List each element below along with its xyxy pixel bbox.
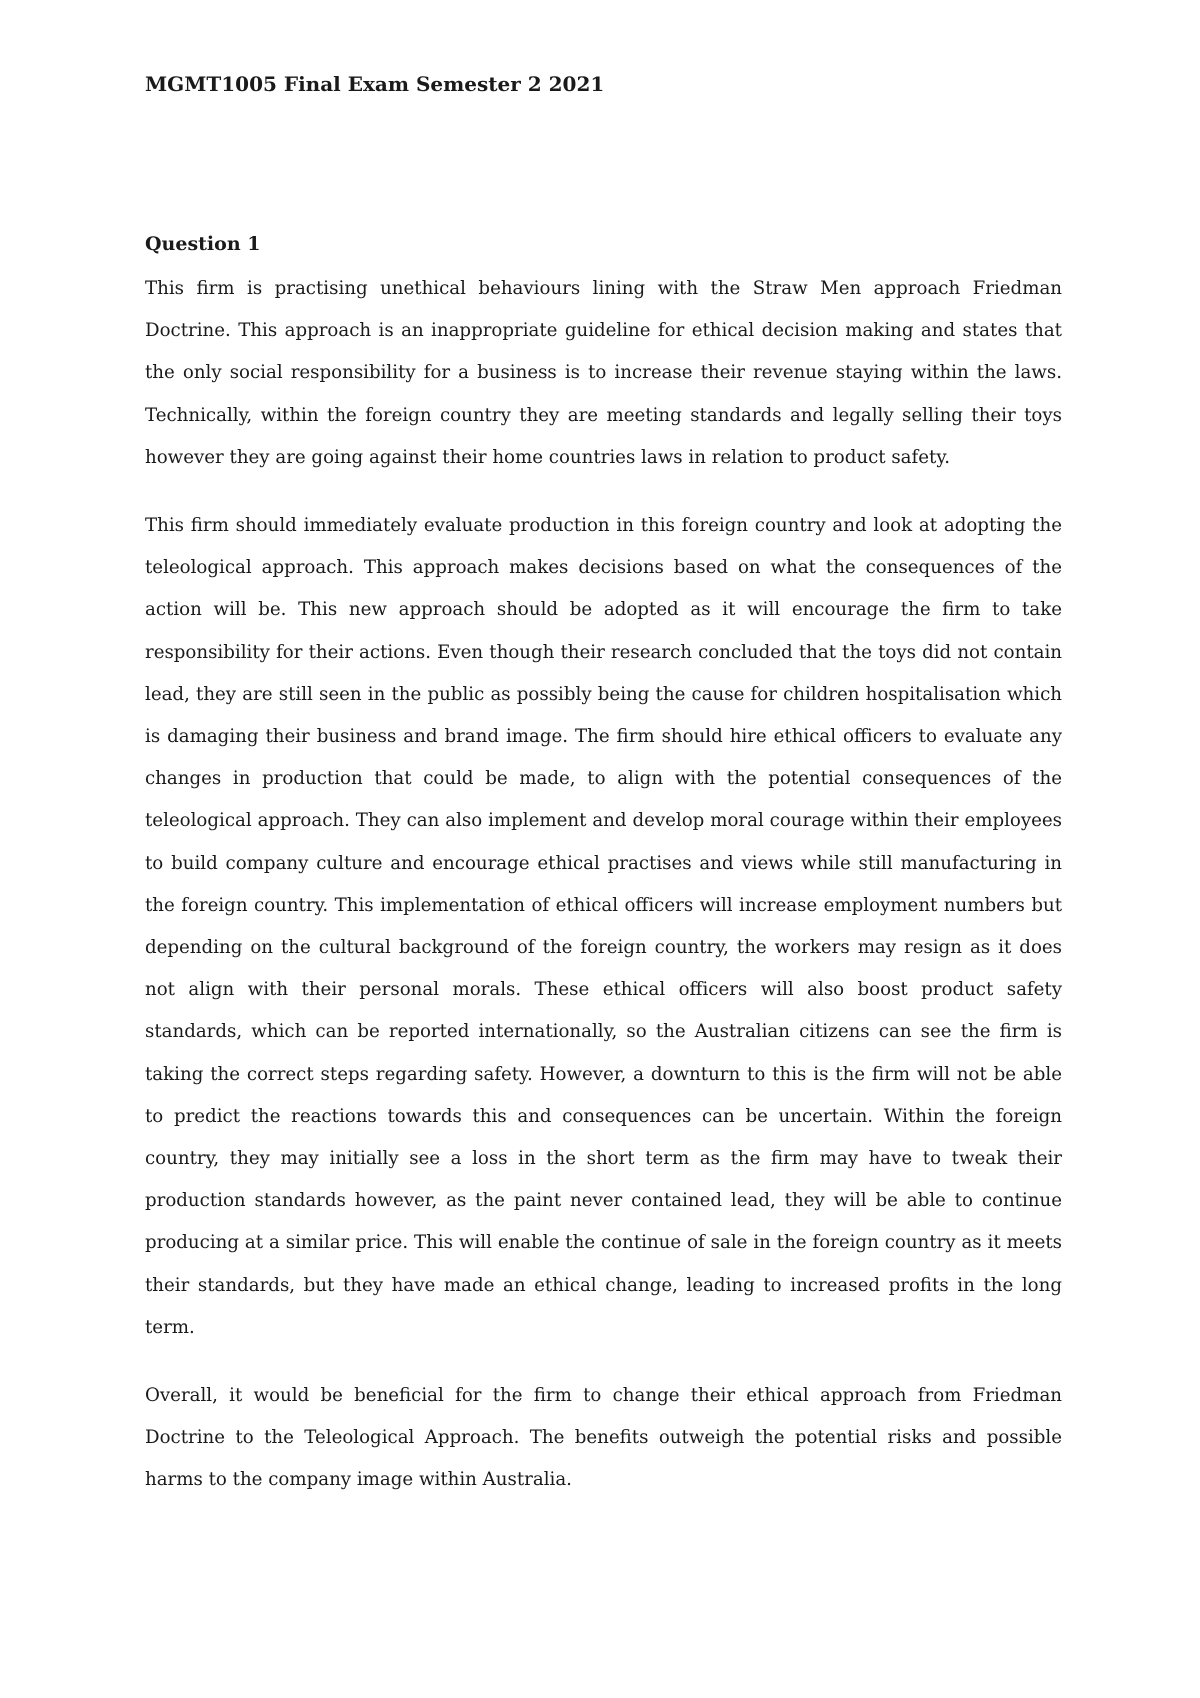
paragraph: This firm should immediately evaluate production in this foreign country and look at adopting the teleological approach. This approach makes decisions based on what the consequences of the action will be. This new approach should be adopted as it will encourage the firm to take responsibility for their actions. Even though their research concluded that the toys did not contain lead, they are still seen in the public as possibly being the cause for children hospitalisation which is damaging their business and brand image. The firm should hire ethical officers to evaluate any changes in production that could be made, to align with the potential consequences of the teleological approach. They can also implement and develop moral courage within their employees to build company culture and encourage ethical practises and views while still manufacturing in the foreign country. This implementation of ethical officers will increase employment numbers but depending on the cultural background of the foreign country, the workers may resign as it does not align with their personal morals. These ethical officers will also boost product safety standards, which can be reported internationally, so the Australian citizens can see the firm is taking the correct steps regarding safety. However, a downturn to this is the firm will not be able to predict the reactions towards this and consequences can be uncertain. Within the foreign country, they may initially see a loss in the short term as the firm may have to tweak their production standards however, as the paint never contained lead, they will be able to continue producing at a similar price. This will enable the continue of sale in the foreign country as it meets their standards, but they have made an ethical change, leading to increased profits in the long term. xyxy=(145,515,1062,1338)
paragraph: Overall, it would be beneficial for the firm to change their ethical approach from Friedman Doctrine to the Teleological Approach. The benefits outweigh the potential risks and possible harms to the company image within Australia. xyxy=(145,1385,1062,1491)
question-section xyxy=(145,230,1062,1528)
document-title: MGMT1005 Final Exam Semester 2 2021 xyxy=(145,72,605,96)
paragraph: This firm is practising unethical behaviours lining with the Straw Men approach Friedman Doctrine. This approach is an inappropriate guideline for ethical decision making and states that the only social responsibility for a business is to increase their revenue staying within the laws. Technically, within the foreign country they are meeting standards and legally selling their toys however they are going against their home countries laws in relation to product safety. xyxy=(145,278,1062,468)
question-heading: Question 1 xyxy=(145,233,261,255)
